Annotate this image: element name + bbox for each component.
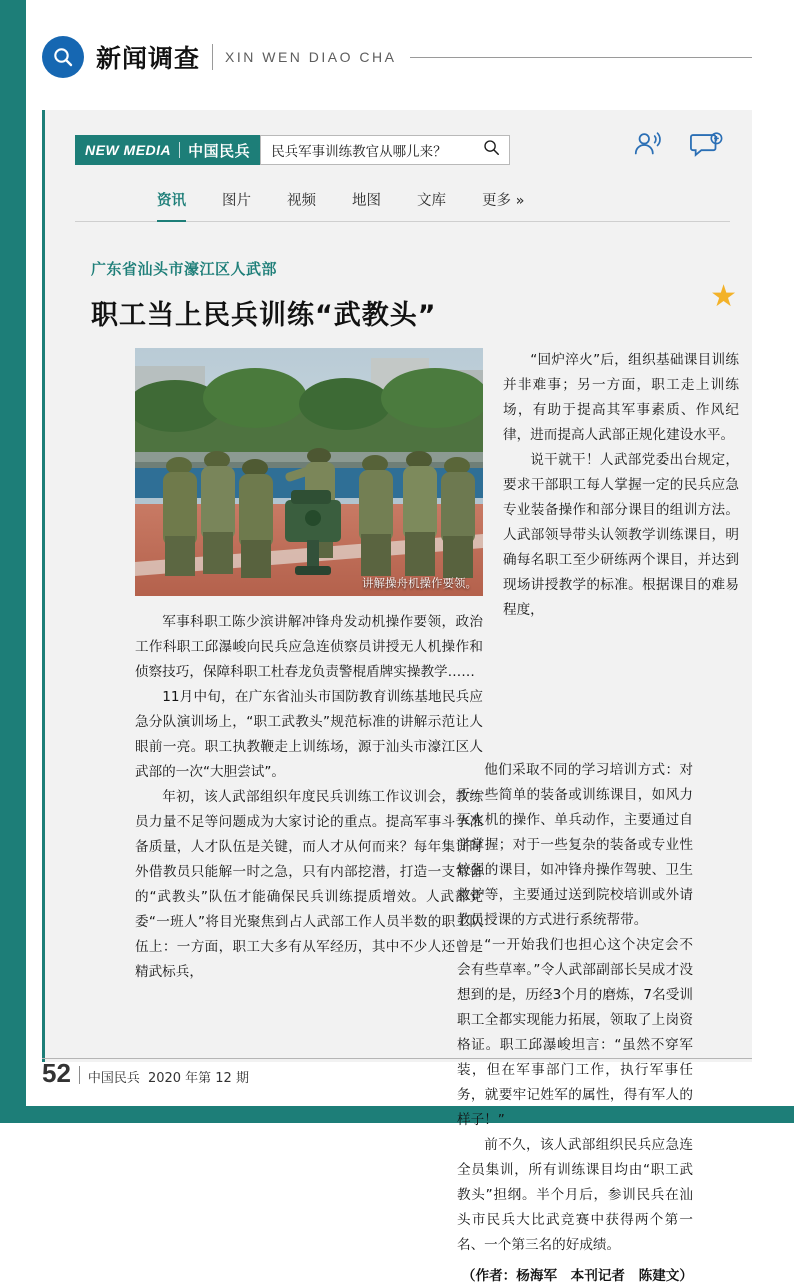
search-icon xyxy=(51,45,75,69)
tab-tupian[interactable]: 图片 xyxy=(222,193,251,209)
search-input-value: 民兵军事训练教官从哪儿来？ xyxy=(271,144,447,160)
brand-label-cn: 中国民兵 xyxy=(188,141,251,160)
paragraph: “一开始我们也担心这个决定会不会有些草率。”令人武部副部长吴成才没想到的是，历经3个月的磨炼，7名受训职工全都实现能力拓展，领取了上岗资格证。职工邱瀑峻坦言：“虽然不穿军装，但在军事部门工作，执行军事任务，就要牢记姓军的属性，得有军人的样子！” xyxy=(457,937,693,1128)
search-toolbar xyxy=(75,132,510,168)
paragraph: 年初，该人武部组织年度民兵训练工作议训会，教练员力量不足等问题成为大家讨论的重点。提高军事斗争准备质量，人才队伍是关键，而人才从何而来？每年集训时外借教员只能解一时之急，只有内部挖潜，打造一支常备的“武教头”队伍才能确保民兵训练提质增效。人武部党委“一班人”将目光聚焦到占人武部工作人员半数的职工队伍上：一方面，职工大多有从军经历，其中不少人还曾是精武标兵， xyxy=(135,789,483,980)
tab-bar xyxy=(75,182,730,222)
footer-publication: 中国民兵 xyxy=(87,1071,140,1086)
search-input[interactable] xyxy=(260,135,510,165)
column-right-continued xyxy=(457,758,693,1284)
brand-tag xyxy=(75,135,260,165)
paragraph: 11月中旬，在广东省汕头市国防教育训练基地民兵应急分队演训场上，“职工武教头”规范标准的讲解示范让人眼前一亮。职工执教鞭走上训练场，源于汕头市濠江区人武部的一次“大胆尝试”。 xyxy=(135,689,483,780)
article-photo xyxy=(135,348,483,596)
paragraph: 说干就干！人武部党委出台规定，要求干部职工每人掌握一定的民兵应急专业装备操作和部分课目的组训方法。人武部领导带头认领教学训练课目，明确每名职工至少研练两个课目，并达到现场讲授教学的标准。根据课目的难易程度， xyxy=(503,452,739,618)
footer xyxy=(42,1058,249,1089)
photo-caption: 讲解操舟机操作要领。 xyxy=(362,576,477,590)
page-title: 新闻调查 xyxy=(96,44,201,73)
column-right-top xyxy=(503,348,739,623)
article-byline: （作者：杨海军 本刊记者 陈建文） xyxy=(461,1268,693,1284)
paragraph: 军事科职工陈少滨讲解冲锋舟发动机操作要领，政治工作科职工邱瀑峻向民兵应急连侦察员讲授无人机操作和侦察技巧，保障科职工杜春龙负责警棍盾牌实操教学…… xyxy=(135,614,483,680)
brand-separator xyxy=(179,142,180,158)
brand-label-en: NEW MEDIA xyxy=(85,142,172,158)
tab-zixun[interactable]: 资讯 xyxy=(157,189,186,214)
left-accent-bar xyxy=(0,0,26,1123)
article-header xyxy=(91,258,737,332)
masthead xyxy=(42,32,752,82)
paragraph: “回炉淬火”后，组织基础课目训练并非难事；另一方面，职工走上训练场，有助于提高其军事素质、作风纪律，进而提高人武部正规化建设水平。 xyxy=(503,352,739,443)
paragraph: 前不久，该人武部组织民兵应急连全员集训，所有训练课目均由“职工武教头”担纲。半个月后，参训民兵在汕头市民兵大比武竞赛中获得两个第一名、一个第三名的好成绩。 xyxy=(457,1137,693,1253)
page-number: 52 xyxy=(42,1058,71,1088)
article-kicker: 广东省汕头市濠江区人武部 xyxy=(91,260,278,278)
message-icon[interactable] xyxy=(690,130,724,165)
masthead-pinyin: XIN WEN DIAO CHA xyxy=(225,49,397,65)
tab-gengduo[interactable]: 更多 » xyxy=(482,193,525,209)
tab-shipin[interactable]: 视频 xyxy=(287,193,316,209)
tab-wenku[interactable]: 文库 xyxy=(417,193,446,209)
star-icon[interactable]: ★ xyxy=(710,280,737,313)
footer-divider xyxy=(79,1066,80,1084)
tab-ditu[interactable]: 地图 xyxy=(352,193,381,209)
article-headline: 职工当上民兵训练“武教头” xyxy=(91,300,437,331)
masthead-rule xyxy=(410,57,752,58)
toolbar-icons xyxy=(632,130,724,165)
photo-illustration xyxy=(135,348,483,596)
masthead-divider xyxy=(212,44,213,70)
search-icon[interactable] xyxy=(482,138,501,162)
footer-issue: 2020 年第 12 期 xyxy=(147,1071,249,1086)
column-left xyxy=(135,610,483,985)
contacts-icon[interactable] xyxy=(632,130,666,165)
paragraph: 他们采取不同的学习培训方式：对于一些简单的装备或训练课目，如风力灭火机的操作、单兵动作，主要通过自学掌握；对于一些复杂的装备或专业性较强的课目，如冲锋舟操作驾驶、卫生救护等，主要通过送到院校培训或外请教员授课的方式进行系统帮带。 xyxy=(457,762,693,928)
masthead-search-badge xyxy=(42,36,84,78)
